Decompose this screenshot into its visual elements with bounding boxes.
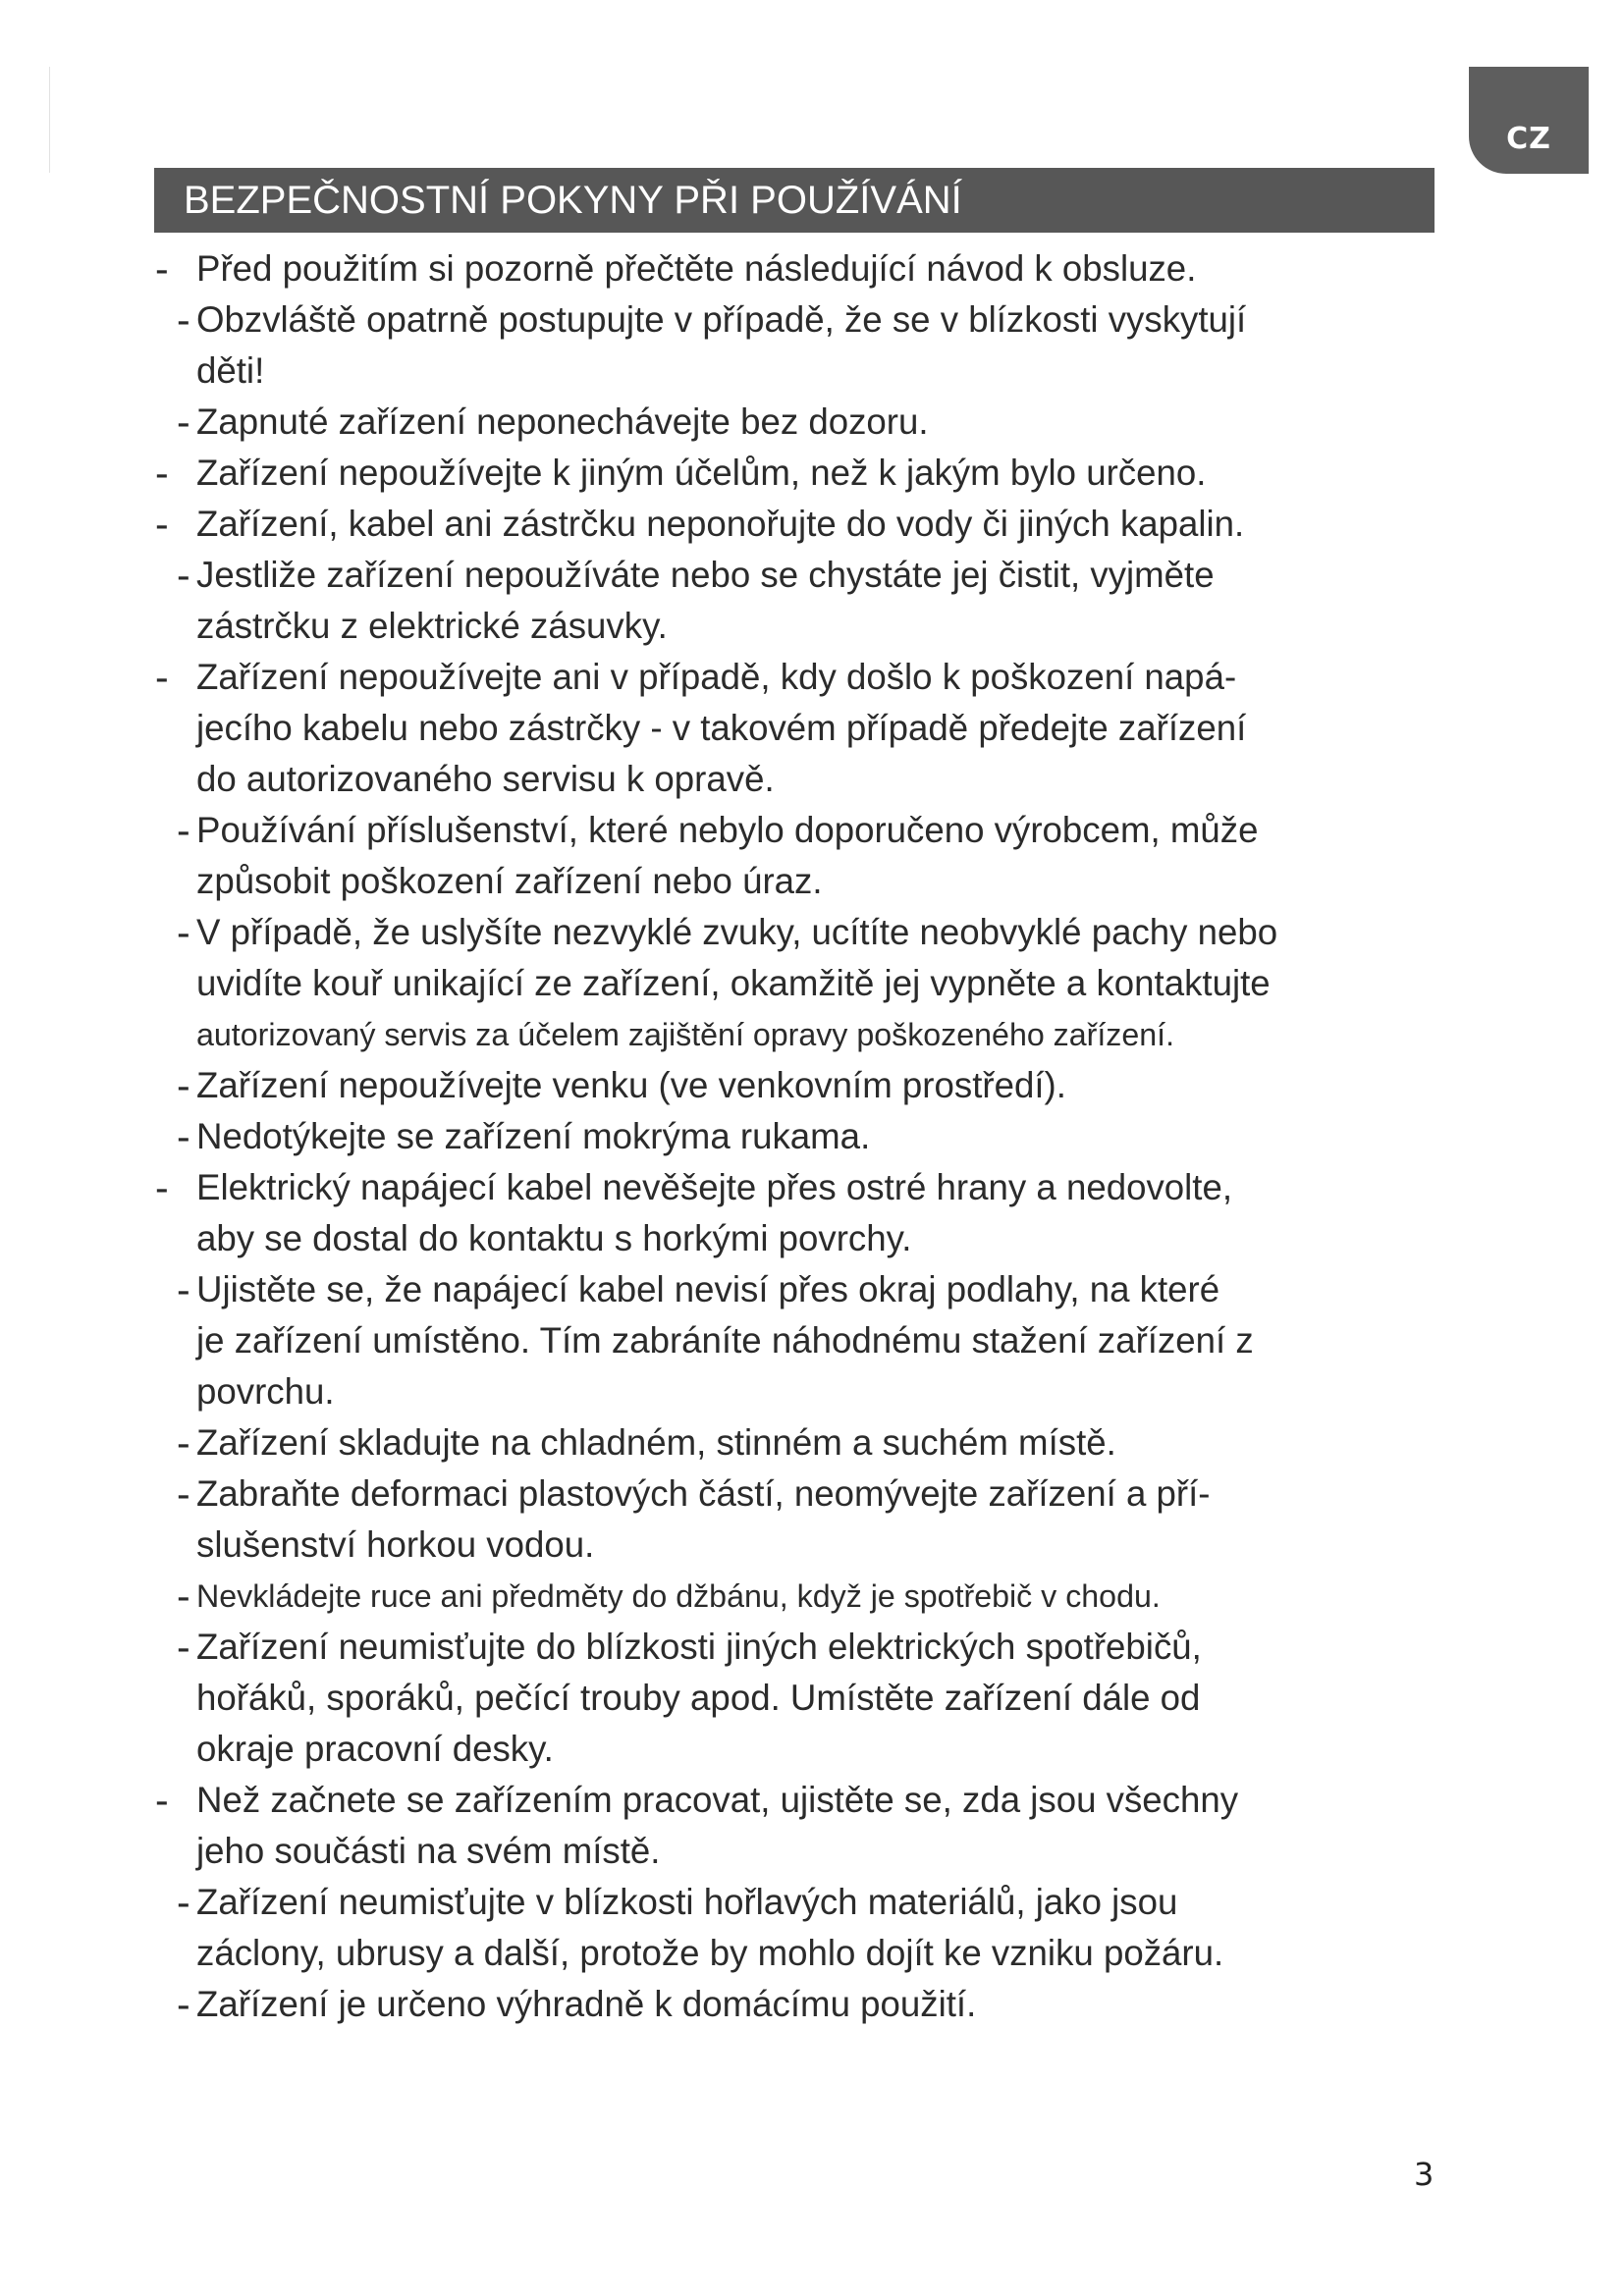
list-item-line: aby se dostal do kontaktu s horkými povrchy.	[196, 1218, 912, 1258]
list-item-line: do autorizovaného servisu k opravě.	[196, 759, 775, 799]
list-item-line: povrchu.	[196, 1371, 335, 1412]
list-item-line: jeho součásti na svém místě.	[196, 1831, 661, 1871]
page-margin-line	[49, 67, 50, 173]
list-item-line: Před použitím si pozorně přečtěte následující návod k obsluze.	[196, 248, 1197, 289]
list-item	[0, 1111, 1624, 1162]
list-item	[0, 1979, 1624, 2030]
list-bullet-dash: -	[155, 1165, 169, 1210]
list-item	[0, 907, 1624, 1060]
list-item	[0, 1775, 1624, 1877]
language-tab-label: CZ	[1506, 122, 1551, 156]
list-item-line: Zapnuté zařízení neponechávejte bez dozoru.	[196, 401, 929, 442]
list-item-line: hořáků, sporáků, pečící trouby apod. Umístěte zařízení dále od	[196, 1678, 1201, 1718]
list-item-line: Elektrický napájecí kabel nevěšejte přes ostré hrany a nedovolte,	[196, 1167, 1233, 1207]
list-item-line: okraje pracovní desky.	[196, 1729, 554, 1769]
list-bullet-dash: -	[155, 1778, 169, 1823]
list-item-line: Ujistěte se, že napájecí kabel nevisí přes okraj podlahy, na které	[196, 1269, 1220, 1309]
list-item-line: Zařízení nepoužívejte ani v případě, kdy došlo k poškození napá-	[196, 657, 1237, 697]
list-item-line: Zařízení nepoužívejte k jiným účelům, než k jakým bylo určeno.	[196, 453, 1207, 493]
list-item	[0, 1622, 1624, 1775]
list-bullet-dash: -	[177, 553, 190, 598]
list-item	[0, 1162, 1624, 1264]
list-item-line: Zabraňte deformaci plastových částí, neomývejte zařízení a pří-	[196, 1473, 1211, 1514]
list-item	[0, 652, 1624, 805]
list-bullet-dash: -	[177, 1574, 190, 1619]
list-item-line: Nevkládejte ruce ani předměty do džbánu, když je spotřebič v chodu.	[196, 1578, 1161, 1614]
list-item	[0, 448, 1624, 499]
list-item-line: Obzvláště opatrně postupujte v případě, že se v blízkosti vyskytují	[196, 299, 1247, 340]
list-item	[0, 1417, 1624, 1468]
list-item-line: Než začnete se zařízením pracovat, ujistěte se, zda jsou všechny	[196, 1780, 1239, 1820]
page-number: 3	[1414, 2156, 1435, 2193]
list-bullet-dash: -	[177, 1114, 190, 1159]
list-item-line: Nedotýkejte se zařízení mokrýma rukama.	[196, 1116, 871, 1156]
list-item	[0, 1877, 1624, 1979]
list-bullet-dash: -	[177, 400, 190, 445]
list-bullet-dash: -	[177, 1982, 190, 2027]
list-bullet-dash: -	[155, 502, 169, 547]
safety-instructions-list	[0, 243, 1624, 2030]
list-bullet-dash: -	[177, 1420, 190, 1466]
list-item	[0, 550, 1624, 652]
list-item-line: uvidíte kouř unikající ze zařízení, okamžitě jej vypněte a kontaktujte	[196, 963, 1271, 1003]
list-item-line: zástrčku z elektrické zásuvky.	[196, 606, 668, 646]
list-item-line: děti!	[196, 350, 265, 391]
list-item-line: je zařízení umístěno. Tím zabráníte náhodnému stažení zařízení z	[196, 1320, 1254, 1361]
list-item-line: způsobit poškození zařízení nebo úraz.	[196, 861, 823, 901]
list-item	[0, 1264, 1624, 1417]
list-bullet-dash: -	[177, 1471, 190, 1517]
list-bullet-dash: -	[155, 246, 169, 292]
list-item	[0, 294, 1624, 397]
list-item-line: Zařízení neumisťujte do blízkosti jiných elektrických spotřebičů,	[196, 1627, 1202, 1667]
language-tab	[1469, 67, 1589, 174]
list-item-line: Zařízení, kabel ani zástrčku neponořujte do vody či jiných kapalin.	[196, 504, 1245, 544]
list-bullet-dash: -	[177, 1880, 190, 1925]
list-item	[0, 1571, 1624, 1622]
section-title: BEZPEČNOSTNÍ POKYNY PŘI POUŽÍVÁNÍ	[184, 179, 962, 222]
list-item-line: V případě, že uslyšíte nezvyklé zvuky, ucítíte neobvyklé pachy nebo	[196, 912, 1278, 952]
list-item-line: Zařízení skladujte na chladném, stinném a suchém místě.	[196, 1422, 1116, 1463]
list-item	[0, 397, 1624, 448]
list-item-line: Zařízení je určeno výhradně k domácímu použití.	[196, 1984, 977, 2024]
list-item	[0, 1468, 1624, 1571]
list-bullet-dash: -	[155, 655, 169, 700]
list-item	[0, 1060, 1624, 1111]
list-bullet-dash: -	[177, 1063, 190, 1108]
list-bullet-dash: -	[177, 1625, 190, 1670]
list-item-line: jecího kabelu nebo zástrčky - v takovém případě předejte zařízení	[196, 708, 1247, 748]
list-item-line: Zařízení nepoužívejte venku (ve venkovním prostředí).	[196, 1065, 1066, 1105]
list-item-line: Zařízení neumisťujte v blízkosti hořlavých materiálů, jako jsou	[196, 1882, 1178, 1922]
list-item-line: záclony, ubrusy a další, protože by mohlo dojít ke vzniku požáru.	[196, 1933, 1224, 1973]
list-bullet-dash: -	[177, 808, 190, 853]
list-item	[0, 805, 1624, 907]
list-bullet-dash: -	[177, 910, 190, 955]
list-item-line: Jestliže zařízení nepoužíváte nebo se chystáte jej čistit, vyjměte	[196, 555, 1215, 595]
list-item-line: Používání příslušenství, které nebylo doporučeno výrobcem, může	[196, 810, 1259, 850]
list-item-line: autorizovaný servis za účelem zajištění opravy poškozeného zařízení.	[196, 1017, 1175, 1052]
list-item-line: slušenství horkou vodou.	[196, 1524, 595, 1565]
list-bullet-dash: -	[177, 297, 190, 343]
section-title-bar	[154, 168, 1435, 233]
list-item	[0, 499, 1624, 550]
list-item	[0, 243, 1624, 294]
list-bullet-dash: -	[177, 1267, 190, 1312]
list-bullet-dash: -	[155, 451, 169, 496]
